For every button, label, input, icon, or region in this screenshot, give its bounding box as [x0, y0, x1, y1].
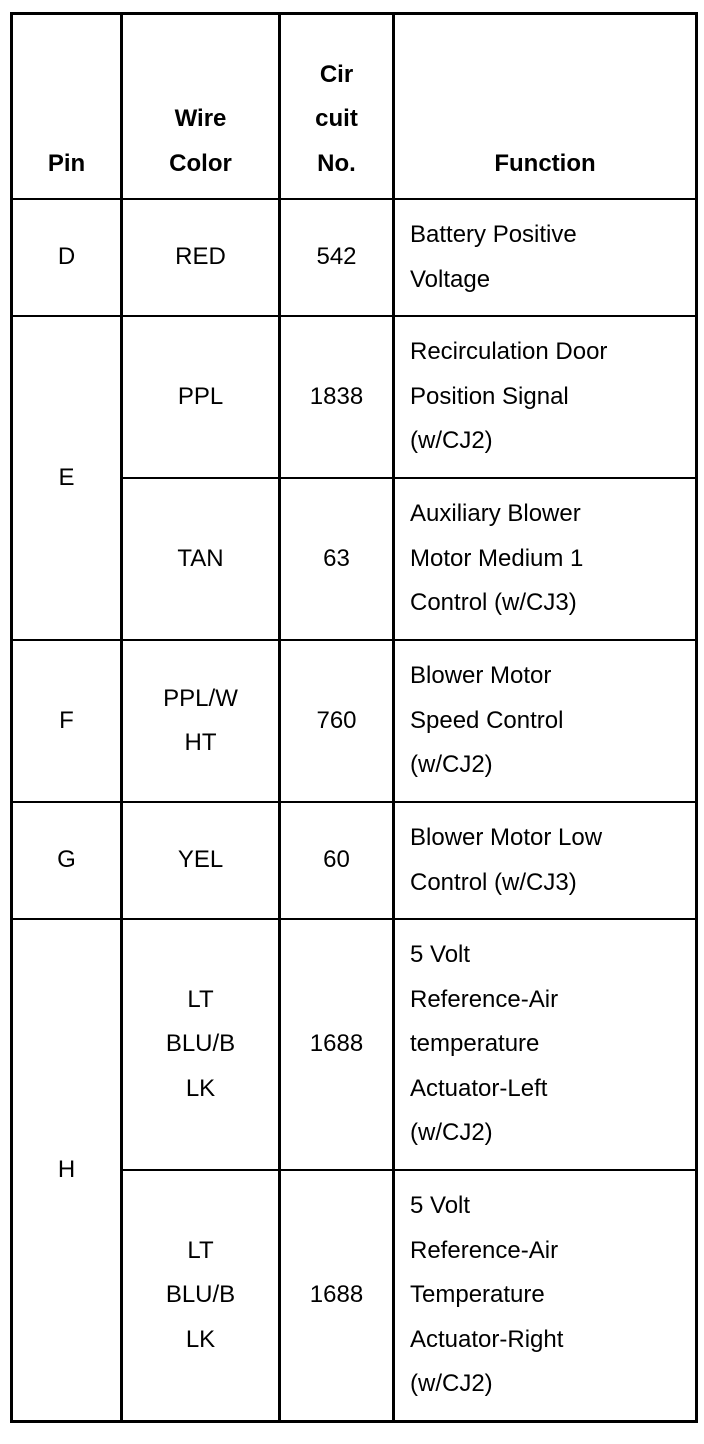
wire-color-cell: PPL/W HT	[122, 640, 280, 802]
header-pin: Pin	[12, 14, 122, 200]
pin-cell: G	[12, 802, 122, 919]
circuit-no-cell: 1838	[280, 316, 394, 478]
header-row	[12, 14, 697, 200]
circuit-no-cell: 60	[280, 802, 394, 919]
function-cell: 5 Volt Reference-Air Temperature Actuator-Right (w/CJ2)	[394, 1170, 697, 1422]
function-cell: 5 Volt Reference-Air temperature Actuator-Left (w/CJ2)	[394, 919, 697, 1170]
pin-cell: F	[12, 640, 122, 802]
function-cell: Battery Positive Voltage	[394, 199, 697, 316]
pin-cell: H	[12, 919, 122, 1422]
function-cell: Blower Motor Speed Control (w/CJ2)	[394, 640, 697, 802]
function-cell: Recirculation Door Position Signal (w/CJ2)	[394, 316, 697, 478]
table-row	[12, 199, 697, 316]
table-row	[12, 919, 697, 1170]
pin-cell: D	[12, 199, 122, 316]
pinout-table	[10, 12, 698, 1423]
circuit-no-cell: 63	[280, 478, 394, 640]
table-row	[12, 316, 697, 478]
function-cell: Auxiliary Blower Motor Medium 1 Control (w/CJ3)	[394, 478, 697, 640]
wire-color-cell: TAN	[122, 478, 280, 640]
circuit-no-cell: 1688	[280, 919, 394, 1170]
header-wire-color: Wire Color	[122, 14, 280, 200]
header-circuit-no: Cir cuit No.	[280, 14, 394, 200]
table-row	[12, 640, 697, 802]
wire-color-cell: LT BLU/B LK	[122, 1170, 280, 1422]
table-row	[12, 802, 697, 919]
circuit-no-cell: 760	[280, 640, 394, 802]
wire-color-cell: YEL	[122, 802, 280, 919]
pin-cell: E	[12, 316, 122, 640]
wire-color-cell: RED	[122, 199, 280, 316]
function-cell: Blower Motor Low Control (w/CJ3)	[394, 802, 697, 919]
wire-color-cell: PPL	[122, 316, 280, 478]
circuit-no-cell: 1688	[280, 1170, 394, 1422]
wire-color-cell: LT BLU/B LK	[122, 919, 280, 1170]
circuit-no-cell: 542	[280, 199, 394, 316]
header-function: Function	[394, 14, 697, 200]
